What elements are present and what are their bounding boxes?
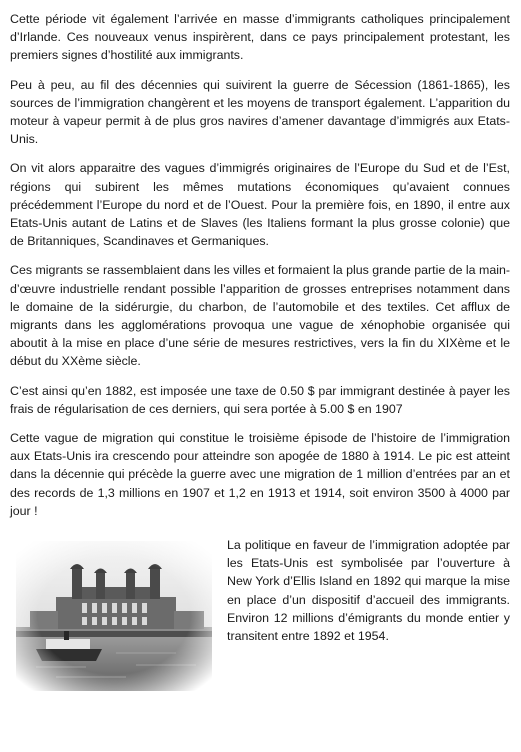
paragraph-southern-eastern-europe: On vit alors apparaitre des vagues d’immigrés originaires de l’Europe du Sud et de l’Est, régions qui subirent les mêmes mutations économiques qu’avaient connues précédemment l’Europe du nord et de l’Ouest. Pour la première fois, en 1890, il entre aux Etats-Unis autant de Latins et de Slaves (les Italiens formant la plus grosse colonie) que de Britanniques, Scandinaves et Germaniques. xyxy=(10,161,510,249)
document-page xyxy=(10,10,510,721)
ellis-island-photo xyxy=(16,541,212,691)
photo-caption: La politique en faveur de l’immigration adoptée par les Etats-Unis est symbolisée par l’ouverture à New York d’Ellis Island en 1892 qui marque la mise en place d’un dispositif d’accueil des immigrants. Environ 12 millions d’émigrants du monde entier y transitent entre 1892 et 1954. xyxy=(227,538,510,644)
paragraph-transport-changes: Peu à peu, au fil des décennies qui suivirent la guerre de Sécession (1861-1865), les sources de l’immigration changèrent et les moyens de transport également. L’apparition du moteur à vapeur permit à de plus gros navires d’amener davantage d’immigrés aux Etats-Unis. xyxy=(10,77,510,147)
photo-caption-section xyxy=(10,531,510,721)
paragraph-irish-immigration: Cette période vit également l’arrivée en masse d’immigrants catholiques principalement d’Irlande. Ces nouveaux venus inspirèrent, dans ce pays principalement protestant, les premiers signes d’hostilité aux immigrants. xyxy=(10,12,510,63)
paragraph-industrial-workforce: Ces migrants se rassemblaient dans les villes et formaient la plus grande partie de la main-d’œuvre industrielle rendant possible l’apparition de grosses entreprises notamment dans le domaine de la sidérurgie, du charbon, de l’automobile et des textiles. Cet afflux de migrants dans les agglomérations provoqua une vague de xénophobie organisée qui aboutit à la mise en place d’une série de mesures restrictives, vers la fin du XIXème et le début du XXème siècle. xyxy=(10,263,510,369)
paragraph-immigrant-tax: C’est ainsi qu’en 1882, est imposée une taxe de 0.50 $ par immigrant destinée à payer les frais de régularisation de ces derniers, qui sera portée à 5.00 $ en 1907 xyxy=(10,383,510,416)
paragraph-migration-peak: Cette vague de migration qui constitue le troisième épisode de l’histoire de l’immigration aux Etats-Unis ira crescendo pour atteindre son apogée de 1880 à 1914. Le pic est atteint dans la décennie qui précède la guerre avec une migration de 1 million d’entrées par an et des records de 1,3 millions en 1907 et 1,2 en 1913 et 1914, soit environ 3500 à 4000 par jour ! xyxy=(10,431,510,518)
